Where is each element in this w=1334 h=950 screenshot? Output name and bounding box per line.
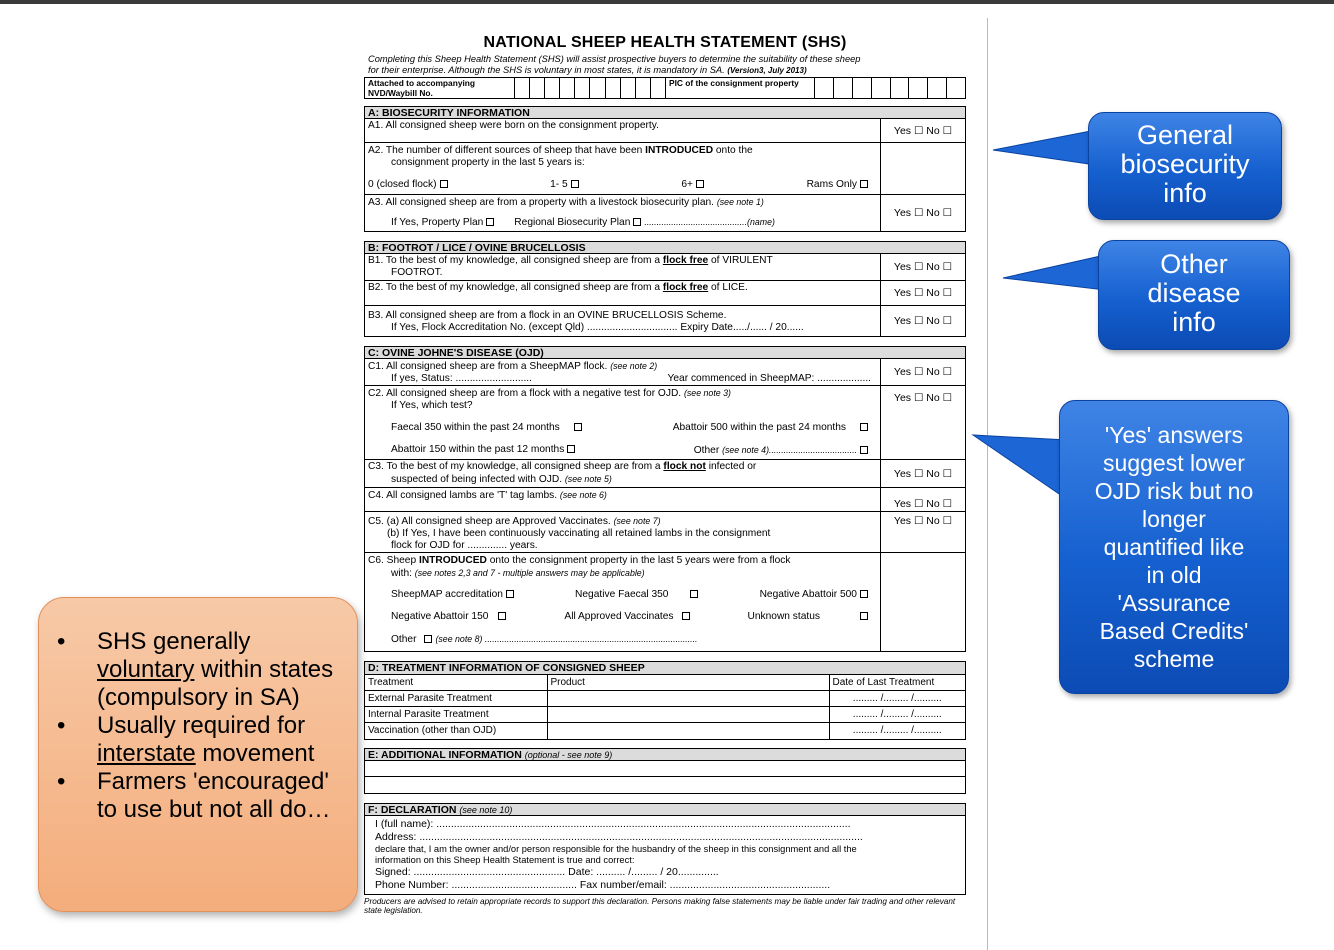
section-f-heading: F: DECLARATION (see note 10) xyxy=(365,804,965,816)
question-b1: B1. To the best of my knowledge, all consigned sheep are from a flock free of VIRULENT FOOTROT. xyxy=(365,254,881,280)
summary-bullets xyxy=(39,598,357,824)
declaration-body: I (full name): .............................................................................................................................................. Address: ........................................................................................................................................................ declare that, I am the owner and/or person responsible for the husbandry of the sheep in this consignment and all the information on this Sheep Health Statement is true and correct: Signed: .................................................... Date: .......... /......... / 20.............. Phone Number: ........................................... Fax number/email: ....................................................... xyxy=(365,816,965,894)
a3-property-plan-checkbox[interactable] xyxy=(486,218,494,226)
col-treatment: Treatment xyxy=(365,675,547,691)
callout-tail-other xyxy=(1003,255,1105,290)
question-c3: C3. To the best of my knowledge, all consigned sheep are from a flock not infected or suspected of being infected with OJD. (see note 5) xyxy=(365,460,881,487)
date-field[interactable]: ......... /......... /.......... xyxy=(829,723,965,739)
summary-note-box xyxy=(38,597,358,912)
section-e-additional xyxy=(364,748,966,794)
c1-yes-no[interactable]: Yes ☐ No ☐ xyxy=(893,366,953,378)
signed-date-field[interactable]: Signed: .................................................... Date: .......... /......... / 20.............. xyxy=(375,865,719,878)
b3-yes-no[interactable]: Yes ☐ No ☐ xyxy=(893,315,953,327)
callout-general-biosecurity: General biosecurity info xyxy=(1088,112,1282,220)
question-a2: A2. The number of different sources of sheep that have been INTRODUCED onto the consignment property in the last 5 years is: 0 (closed flock) 1- 5 6+ Rams Only xyxy=(365,143,881,194)
form-intro: Completing this Sheep Health Statement (SHS) will assist prospective buyers to determine the suitability of these sheep for their enterprise. Although the SHS is voluntary in most states, it is mandatory in SA. (Version3, July 2013) xyxy=(368,54,861,75)
col-product: Product xyxy=(547,675,829,691)
a3-regional-plan-checkbox[interactable] xyxy=(633,218,641,226)
c6-other-checkbox[interactable] xyxy=(424,635,432,643)
question-a3: A3. All consigned sheep are from a property with a livestock biosecurity plan. (see note 1) If Yes, Property Plan Regional Biosecurity Plan ..........................................(name) xyxy=(365,195,881,231)
section-c-heading: C: OVINE JOHNE'S DISEASE (OJD) xyxy=(365,347,965,359)
question-c2: C2. All consigned sheep are from a flock with a negative test for OJD. (see note 3) If Yes, which test? Faecal 350 within the past 24 months Abattoir 500 within the past 24 months Abattoir 150 within the past 12 months Other (see note 4).................................... xyxy=(365,386,881,459)
footer-note: Producers are advised to retain appropriate records to support this declaration. Persons making false statements may be liable under fair trading and other relevant state legislation. xyxy=(364,896,956,915)
section-e-heading: E: ADDITIONAL INFORMATION (optional - see note 9) xyxy=(365,749,965,761)
c4-yes-no[interactable]: Yes ☐ No ☐ xyxy=(893,498,953,510)
section-c-ojd xyxy=(364,346,966,652)
c2-faecal-checkbox[interactable] xyxy=(574,423,582,431)
date-field[interactable]: ......... /......... /.......... xyxy=(829,691,965,707)
pic-label: PIC of the consignment property xyxy=(665,78,815,98)
section-b-heading: B: FOOTROT / LICE / OVINE BRUCELLOSIS xyxy=(365,242,965,254)
c2-abattoir500-checkbox[interactable] xyxy=(860,423,868,431)
product-field[interactable] xyxy=(547,707,829,723)
c6-abattoir500-checkbox[interactable] xyxy=(860,590,868,598)
a3-yes-no[interactable]: Yes ☐ No ☐ xyxy=(893,207,953,219)
question-b2: B2. To the best of my knowledge, all consigned sheep are from a flock free of LICE. xyxy=(365,281,881,305)
a2-6plus-checkbox[interactable] xyxy=(696,180,704,188)
bullet-interstate: • Usually required for interstate movement xyxy=(57,712,347,768)
date-field[interactable]: ......... /......... /.......... xyxy=(829,707,965,723)
reference-fields xyxy=(364,77,966,99)
a2-rams-checkbox[interactable] xyxy=(860,180,868,188)
section-b-footrot xyxy=(364,241,966,337)
treatment-table xyxy=(365,674,965,739)
section-f-declaration xyxy=(364,803,966,895)
nvd-label: Attached to accompanying NVD/Waybill No. xyxy=(365,78,515,98)
c6-vaccinates-checkbox[interactable] xyxy=(682,612,690,620)
question-a1: A1. All consigned sheep were born on the consignment property. xyxy=(365,119,881,142)
c3-yes-no[interactable]: Yes ☐ No ☐ xyxy=(893,467,953,480)
question-b3: B3. All consigned sheep are from a flock in an OVINE BRUCELLOSIS Scheme. If Yes, Flock Accreditation No. (except Qld) ................................ Expiry Date...../...... / 20...... xyxy=(365,306,881,336)
section-a-heading: A: BIOSECURITY INFORMATION xyxy=(365,107,965,119)
top-bar xyxy=(0,0,1334,4)
treatment-row-label: Vaccination (other than OJD) xyxy=(365,723,547,739)
additional-info-line[interactable] xyxy=(365,777,965,793)
question-c5: C5. (a) All consigned sheep are Approved Vaccinates. (see note 7) (b) If Yes, I have been continuously vaccinating all retained lambs in the consignment flock for OJD for .............. years. xyxy=(365,512,881,552)
c2-yes-no[interactable]: Yes ☐ No ☐ xyxy=(893,392,953,404)
question-c1: C1. All consigned sheep are from a SheepMAP flock. (see note 2) If yes, Status: ........................... Year commenced in SheepMAP: ................... xyxy=(365,359,881,385)
a1-yes-no[interactable]: Yes ☐ No ☐ xyxy=(893,124,953,137)
product-field[interactable] xyxy=(547,691,829,707)
shs-form xyxy=(364,34,966,916)
section-d-treatment xyxy=(364,661,966,740)
phone-fax-field[interactable]: Phone Number: ........................................... Fax number/email: ....................................................... xyxy=(375,878,831,891)
callout-other-disease: Other disease info xyxy=(1098,240,1290,350)
section-d-heading: D: TREATMENT INFORMATION OF CONSIGNED SHEEP xyxy=(365,662,965,674)
question-c4: C4. All consigned lambs are 'T' tag lambs. (see note 6) xyxy=(365,488,881,511)
c2-other-checkbox[interactable] xyxy=(860,446,868,454)
c6-abattoir150-checkbox[interactable] xyxy=(498,612,506,620)
c6-faecal-checkbox[interactable] xyxy=(690,590,698,598)
pic-cells[interactable] xyxy=(815,78,965,98)
c6-sheepmap-checkbox[interactable] xyxy=(506,590,514,598)
a2-closed-checkbox[interactable] xyxy=(440,180,448,188)
b2-yes-no[interactable]: Yes ☐ No ☐ xyxy=(893,287,953,299)
c6-unknown-checkbox[interactable] xyxy=(860,612,868,620)
a2-1-5-checkbox[interactable] xyxy=(571,180,579,188)
question-c6: C6. Sheep INTRODUCED onto the consignment property in the last 5 years were from a flock with: (see notes 2,3 and 7 - multiple answers may be applicable) SheepMAP accreditation Negative Faecal 350 Negative Abattoir 500 Negative Abattoir 150 All Approved Vaccinates Unknown status Other (see note 8) ....................................................................................... xyxy=(365,553,881,651)
nvd-number-cells[interactable] xyxy=(515,78,665,98)
bullet-farmers: • Farmers 'encouraged' to use but not all do… xyxy=(57,768,347,824)
callout-tail-general xyxy=(993,130,1096,165)
product-field[interactable] xyxy=(547,723,829,739)
c5-yes-no[interactable]: Yes ☐ No ☐ xyxy=(893,515,953,527)
col-date: Date of Last Treatment xyxy=(829,675,965,691)
additional-info-line[interactable] xyxy=(365,761,965,777)
address-field[interactable]: Address: ........................................................................................................................................................ xyxy=(375,830,863,843)
bullet-voluntary: • SHS generally voluntary within states (compulsory in SA) xyxy=(57,628,347,712)
page-divider xyxy=(987,18,988,950)
form-title: NATIONAL SHEEP HEALTH STATEMENT (SHS) xyxy=(483,34,847,51)
treatment-row-label: Internal Parasite Treatment xyxy=(365,707,547,723)
treatment-row-label: External Parasite Treatment xyxy=(365,691,547,707)
c2-abattoir150-checkbox[interactable] xyxy=(567,445,575,453)
callout-ojd-answers: 'Yes' answers suggest lower OJD risk but no longer quantified like in old 'Assurance Based Credits' scheme xyxy=(1059,400,1289,694)
b1-yes-no[interactable]: Yes ☐ No ☐ xyxy=(893,261,953,273)
full-name-field[interactable]: I (full name): .............................................................................................................................................. xyxy=(375,817,851,830)
section-a-biosecurity xyxy=(364,106,966,232)
